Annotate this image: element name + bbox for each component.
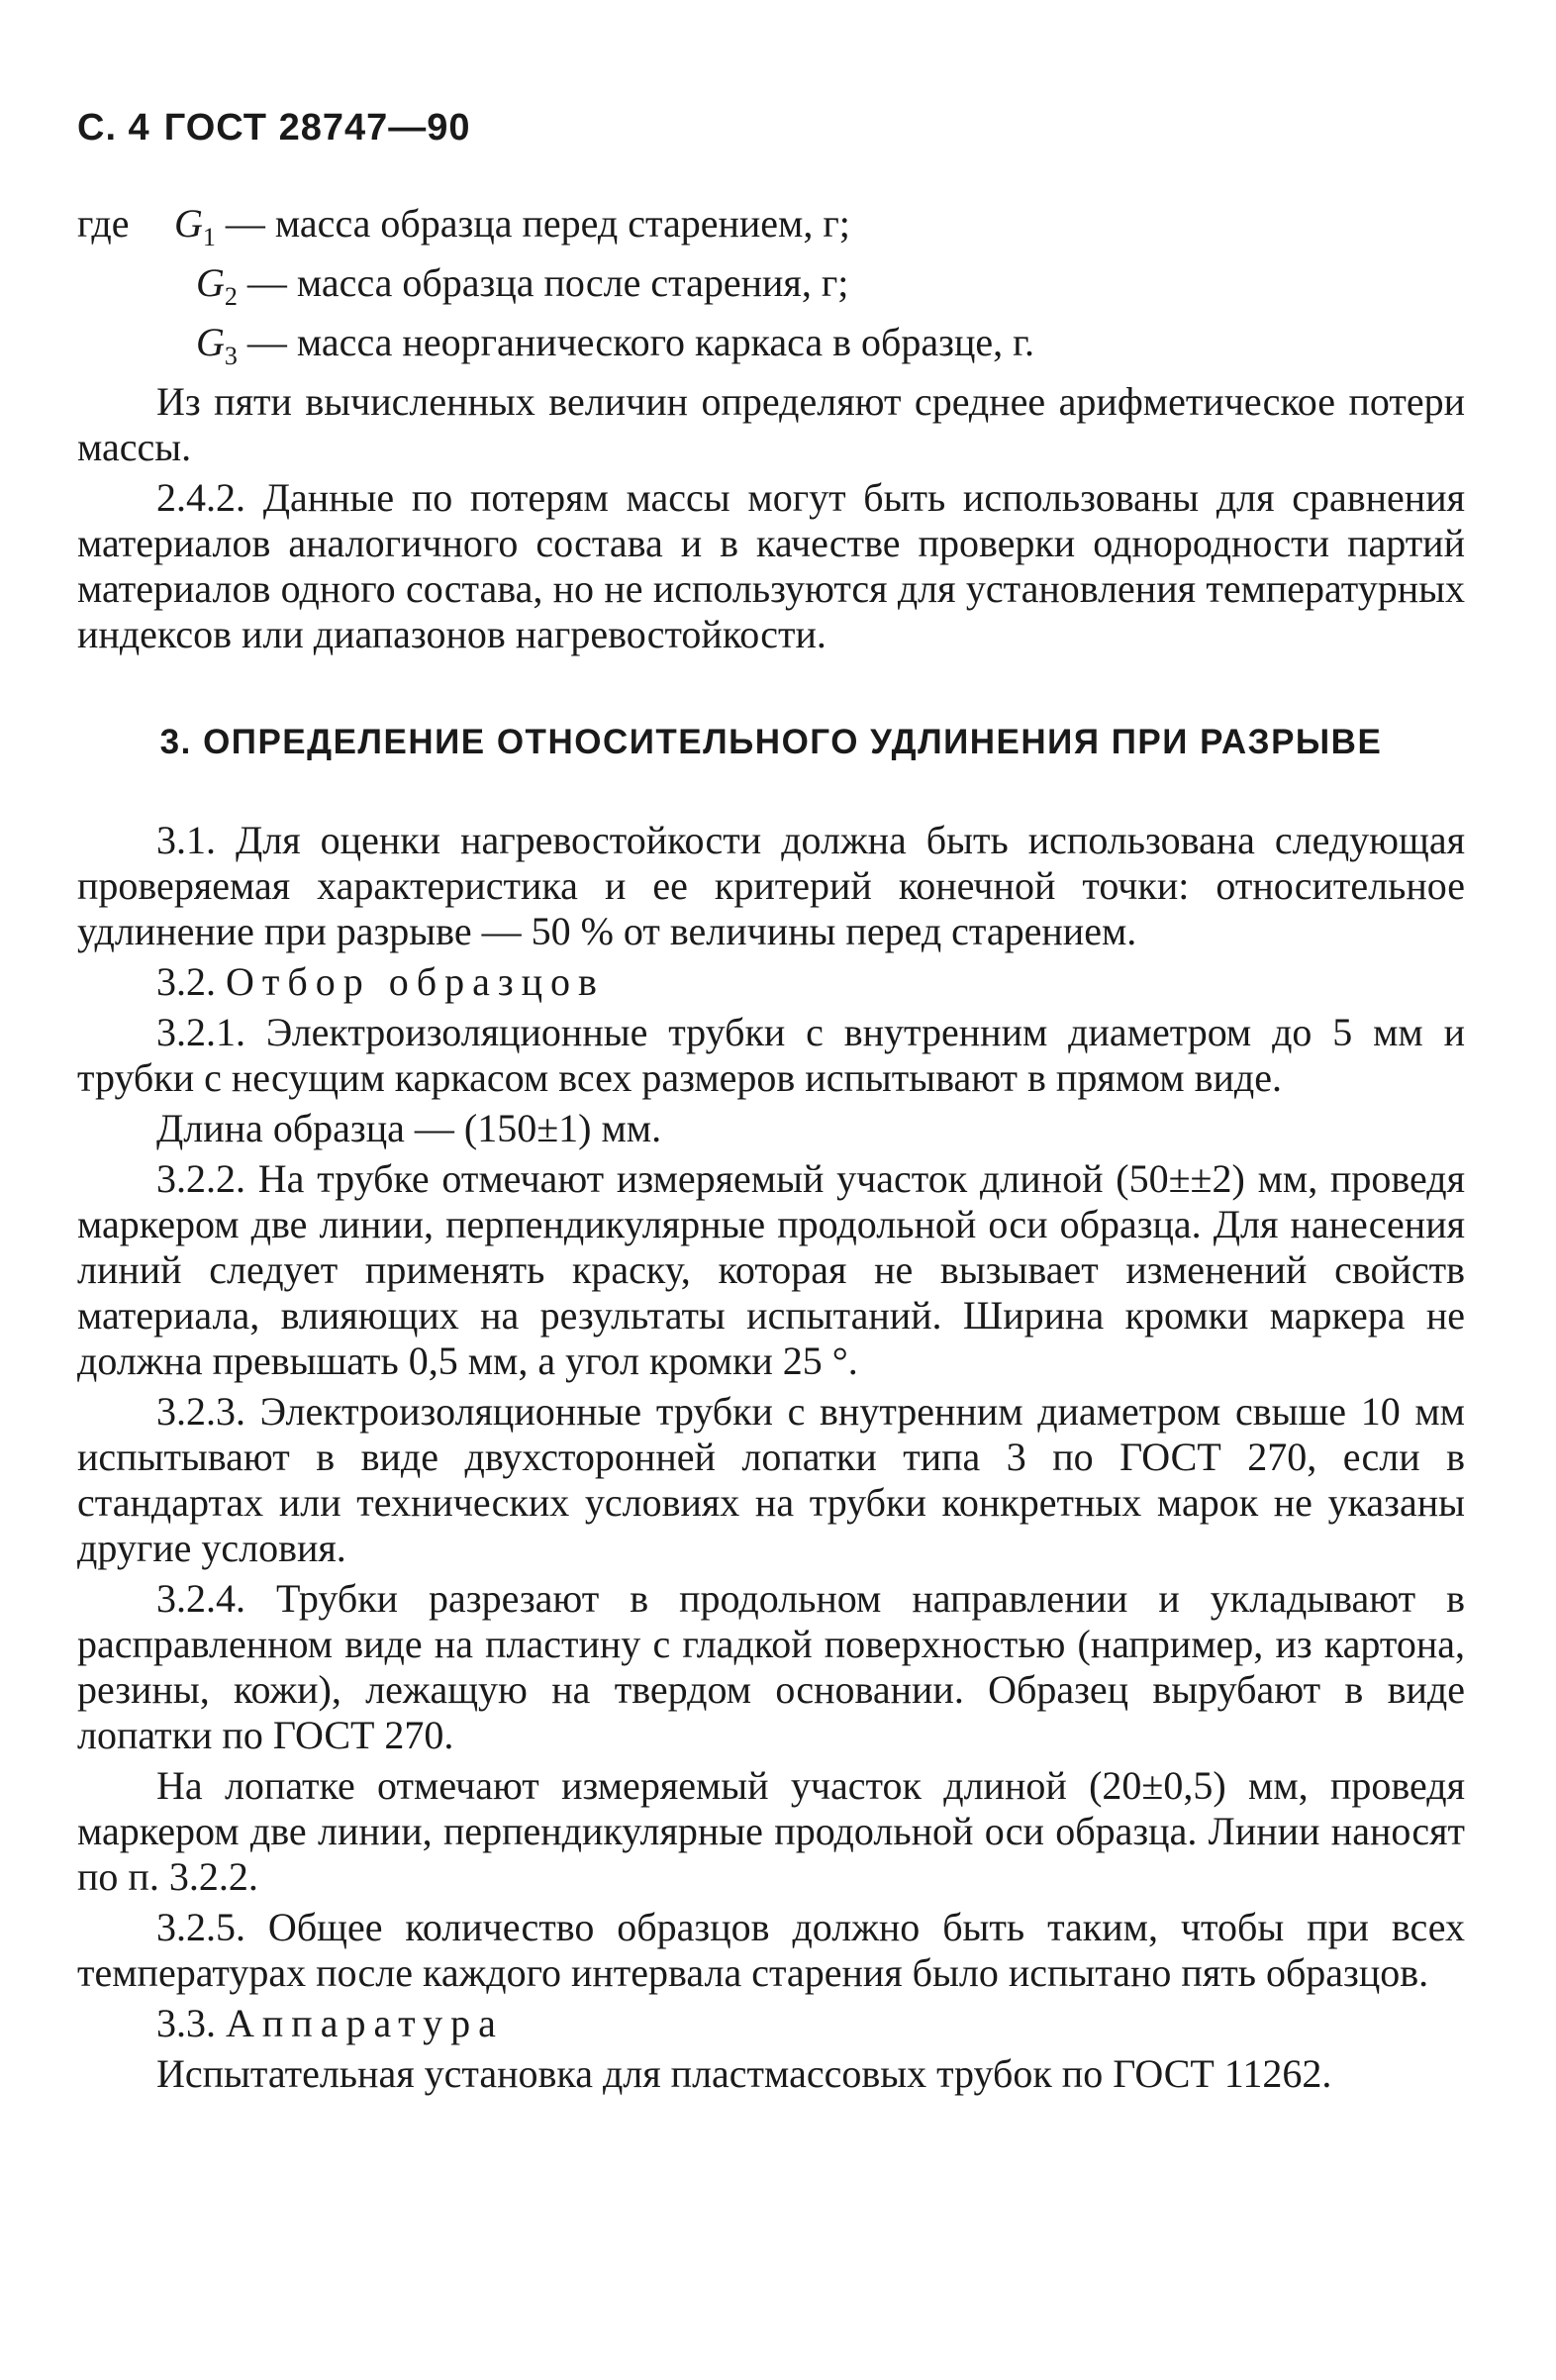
document-page [77,107,1465,2097]
subheading-3-3 [77,2001,1465,2046]
paragraph-3-2-1: 3.2.1. Электроизоляционные трубки с внутренним диаметром до 5 мм и трубки с несущим каркасом всех размеров испытывают в прямом виде. [77,1010,1465,1100]
paragraph-sample-length: Длина образца — (150±1) мм. [156,1106,662,1150]
paragraph-3-1: 3.1. Для оценки нагревостойкости должна быть использована следующая проверяемая характеристика и ее критерий конечной точки: относительное удлинение при разрыве — 50 % от величины перед старением. [77,818,1465,953]
subheading-3-2 [77,959,1465,1005]
running-header [77,107,1465,149]
paragraph-3-2-2: 3.2.2. На трубке отмечают измеряемый участок длиной (50±±2) мм, проведя маркером две линии, перпендикулярные продольной оси образца. Для нанесения линий следует применять краску, которая не вызывает изменений свойств материала, влияющих на результаты испытаний. Ширина кромки маркера не должна превышать 0,5 мм, а угол кромки 25 °. [77,1156,1465,1383]
paragraph-2-4-2: 2.4.2. Данные по потерям массы могут быть использованы для сравнения материалов аналогичного состава и в качестве проверки однородности партий материалов одного состава, но не используются для установления температурных индексов или диапазонов нагревостойкости. [77,475,1465,656]
symbol-definitions [77,201,1465,379]
definition-g1 [77,201,1465,260]
definition-g3 [77,320,1465,379]
symbol: $G_1$ [174,201,216,251]
subheading-number: 3.3. [156,2001,216,2045]
page-number: С. 4 [77,107,150,149]
section-3-title: 3. ОПРЕДЕЛЕНИЕ ОТНОСИТЕЛЬНОГО УДЛИНЕНИЯ ПРИ РАЗРЫВЕ [159,723,1383,761]
subheading-text: Аппаратура [226,2001,504,2045]
where-word: где [77,201,130,246]
definition-text: — масса неорганического каркаса в образце, г. [237,320,1035,364]
symbol: $G_3$ [196,320,238,370]
paragraph-3-2-4: 3.2.4. Трубки разрезают в продольном направлении и укладывают в расправленном виде на пластину с гладкой поверхностью (например, из картона, резины, кожи), лежащую на твердом основании. Образец вырубают в виде лопатки по ГОСТ 270. [77,1576,1465,1757]
definition-g2 [77,260,1465,320]
paragraph-apparatus: Испытательная установка для пластмассовых трубок по ГОСТ 11262. [156,2051,1332,2096]
paragraph-3-2-3: 3.2.3. Электроизоляционные трубки с внутренним диаметром свыше 10 мм испытывают в виде двухсторонней лопатки типа 3 по ГОСТ 270, если в стандартах или технических условиях на трубки конкретных марок не указаны другие условия. [77,1389,1465,1570]
paragraph-mean-loss: Из пяти вычисленных величин определяют среднее арифметическое потери массы. [77,379,1465,469]
paragraph-blade-mark: На лопатке отмечают измеряемый участок длиной (20±0,5) мм, проведя маркером две линии, перпендикулярные продольной оси образца. Линии наносят по п. 3.2.2. [77,1763,1465,1899]
definition-text: — масса образца после старения, г; [237,260,849,305]
definition-text: — масса образца перед старением, г; [215,201,850,246]
symbol: $G_2$ [196,260,238,311]
subheading-text: Отбор образцов [226,959,605,1004]
standard-designation: ГОСТ 28747—90 [163,107,471,149]
subheading-number: 3.2. [156,959,216,1004]
paragraph-3-2-5: 3.2.5. Общее количество образцов должно быть таким, чтобы при всех температурах после каждого интервала старения было испытано пять образцов. [77,1905,1465,1995]
